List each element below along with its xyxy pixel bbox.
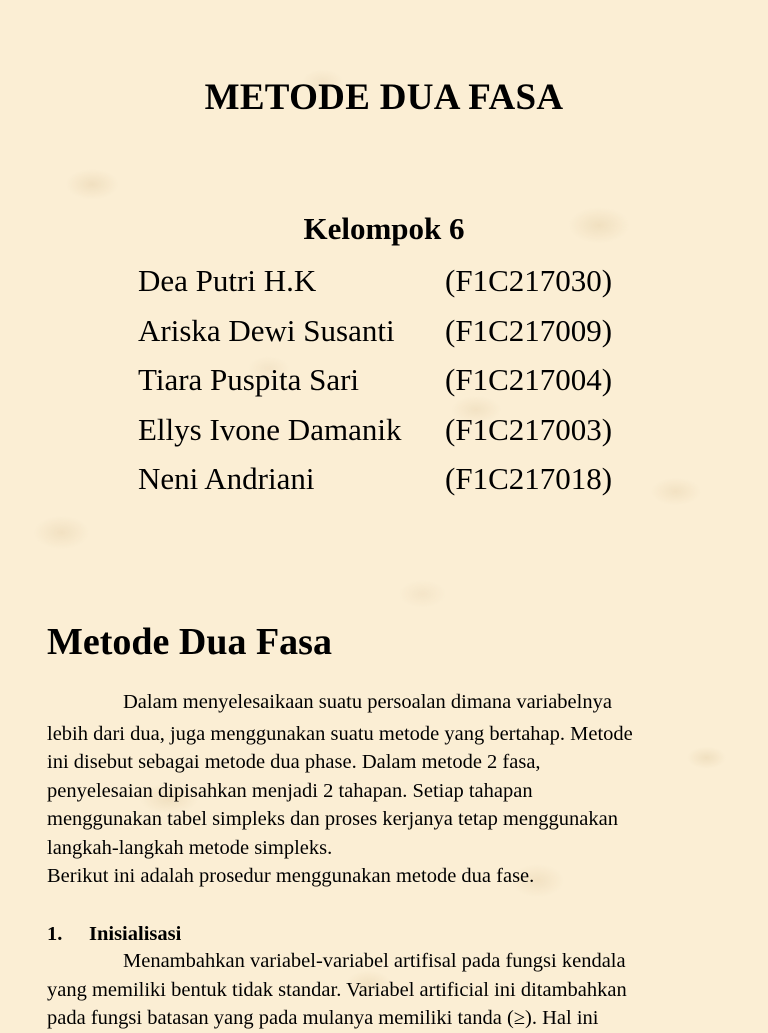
paragraph-line: yang memiliki bentuk tidak standar. Variabel artificial ini ditambahkan <box>47 978 627 1001</box>
paragraph-line: langkah-langkah metode simpleks. <box>47 836 333 859</box>
member-name: Dea Putri H.K <box>138 263 317 298</box>
member-row <box>138 454 698 504</box>
step-paragraph <box>47 947 737 1033</box>
paragraph-line: Dalam menyelesaikaan suatu persoalan dimana variabelnya <box>123 691 612 713</box>
member-row <box>138 405 698 455</box>
section-title: Metode Dua Fasa <box>47 621 332 663</box>
member-name: Tiara Puspita Sari <box>138 362 360 397</box>
content-slide <box>0 590 768 1029</box>
paragraph-line: Menambahkan variabel-variabel artifisal pada fungsi kendala <box>123 950 626 972</box>
member-name: Neni Andriani <box>138 461 315 496</box>
paragraph-line: Berikut ini adalah prosedur menggunakan metode dua fase. <box>47 865 535 887</box>
step-number: 1. <box>47 923 63 945</box>
member-list <box>138 256 698 504</box>
member-name: Ellys Ivone Damanik <box>138 411 402 447</box>
paragraph-line: ini disebut sebagai metode dua phase. Dalam metode 2 fasa, <box>47 751 541 773</box>
paragraph-line: penyelesaian dipisahkan menjadi 2 tahapan. Setiap tahapan <box>47 779 533 802</box>
paragraph-line: menggunakan tabel simpleks dan proses kerjanya tetap menggunakan <box>47 808 618 830</box>
step-title: Inisialisasi <box>89 923 182 945</box>
paragraph-line: lebih dari dua, juga menggunakan suatu metode yang bertahap. Metode <box>47 722 633 745</box>
paragraph-line: pada fungsi batasan yang pada mulanya memiliki tanda (≥). Hal ini <box>47 1007 599 1029</box>
member-id: (F1C217003) <box>445 411 613 447</box>
intro-paragraph <box>47 688 737 891</box>
member-id: (F1C217009) <box>445 312 613 348</box>
member-name: Ariska Dewi Susanti <box>138 312 395 348</box>
member-row <box>138 355 698 405</box>
member-id: (F1C217004) <box>445 362 613 397</box>
page-title: METODE DUA FASA <box>204 77 564 118</box>
step-heading <box>47 920 181 948</box>
member-id: (F1C217030) <box>445 263 613 298</box>
group-label: Kelompok 6 <box>303 211 465 246</box>
member-id: (F1C217018) <box>445 461 613 496</box>
member-row <box>138 256 698 306</box>
member-row <box>138 306 698 356</box>
